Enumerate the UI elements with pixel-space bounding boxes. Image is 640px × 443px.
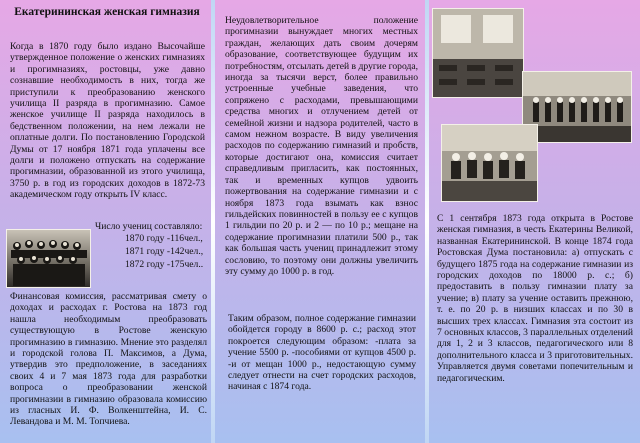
student-count-item: 1872 году -175чел.. [125, 259, 204, 270]
assembly-hall-photo [522, 71, 632, 143]
student-count-item: 1870 году -116чел., [125, 233, 203, 244]
class-group-photo [6, 229, 91, 288]
classroom-photo [432, 8, 524, 98]
commission-paragraph: Финансовая комиссия, рассматривая смету о доходах и расходах г. Ростова на 1873 год нашла необходимым преобразовать существующую в Ростове женскую прогимназию в гимназию. Мнение это разделял и городской голова П. Максимов, а Дума, утвердив это предположение, в заседаниях своих 4 и 7 мая 1873 года для разработки вопроса о преобразовании женской прогимназии в гимназию образовала комиссию из гласных И. Ф. Волкенштейна, И. С. Левандова и М. М. Топчиева. [10, 291, 207, 428]
page-title: Екатерининская женская гимназия [14, 6, 200, 18]
situation-paragraph: Неудовлетворительное положение прогимназии вынуждает многих местных граждан, желающих дать своим дочерям образование, соответствующее будущим их потребностям, отсылать детей в другие города, иногда за тысячи верст, более правильно устроенные учебные заведения, что сопряжено с расходами, превышающими средства многих и отлучением детей от семейной жизни и надзора родителей, часто в самом нежном возрасте. В виду увеличения расходов по содержанию гимназий и пробств, которые достигают она, комиссия считает справедливым пригласить, как постоянных, так и временных купцов удвоить пожертвования на содержание гимназии и с ноября 1873 года взымать как взнос гильдейских повинностей в пользу ее с купцов 1 гильдии по 20 р. и 2 — по 10 р.; мещане на содержание прогимназии платили 500 р., так как большая часть учениц принадлежит этому сословию, то поэтому они должны увеличить эту сумму до 1000 р. в год. [225, 15, 418, 277]
student-count-item: 1871 году -142чел., [125, 246, 204, 257]
students-photo [441, 124, 538, 202]
student-count-title: Число учениц составляло: [95, 221, 203, 232]
opening-paragraph: С 1 сентября 1873 года открыта в Ростове женская гимназия, в честь Екатерины Великой, названная Екатерининской. В конце 1874 года Ростовская Дума постановила: а) отпускать с будущего 1875 года на содержание гимназии из городских доходов по 18000 р. с.; б) предоставить в пользу гимназии плату за учение; в) плату за учение оставить прежнюю, т. е. по 20 р. в низших классах и по 30 в высших трех классах. Гимназия эта состоит из 7 основных классов, 3 параллельных отделений для 1, 2 и 3 классов, педагогического или 8 дополнительного класса и 3 приготовительных. Управляется двумя советами попечительным и педагогическим. [437, 213, 633, 384]
student-count-list [125, 232, 203, 271]
history-paragraph: Когда в 1870 году было издано Высочайше утвержденное положение о женских гимназиях и прогимназиях, ростовцы, уже давно сознавшие необходимость в них, тогда же приступили к преобразованию женского училища II разряда в прогимназию. Самое женское училище II разряда находилось в бедственном положении, на нем лежали не оплатные долги. По постановлению Городской Думы от 17 ноября 1871 года уплачены все долги и положено отпускать на содержание прогимназии, образованной из этого училища, 3750 р. в год из городских доходов в 1872-73 академическом году открыть IV класс. [10, 41, 205, 201]
budget-paragraph: Таким образом, полное содержание гимназии обойдется городу в 8600 р. с.; расход этот покроется следующим образом: -плата за учение 5500 р. -пособиями от купцов 4500 р. -и от мещан 1000 р., недостающую сумму следует отнести на счет городских расходов, начиная с 1874 года. [228, 313, 416, 393]
